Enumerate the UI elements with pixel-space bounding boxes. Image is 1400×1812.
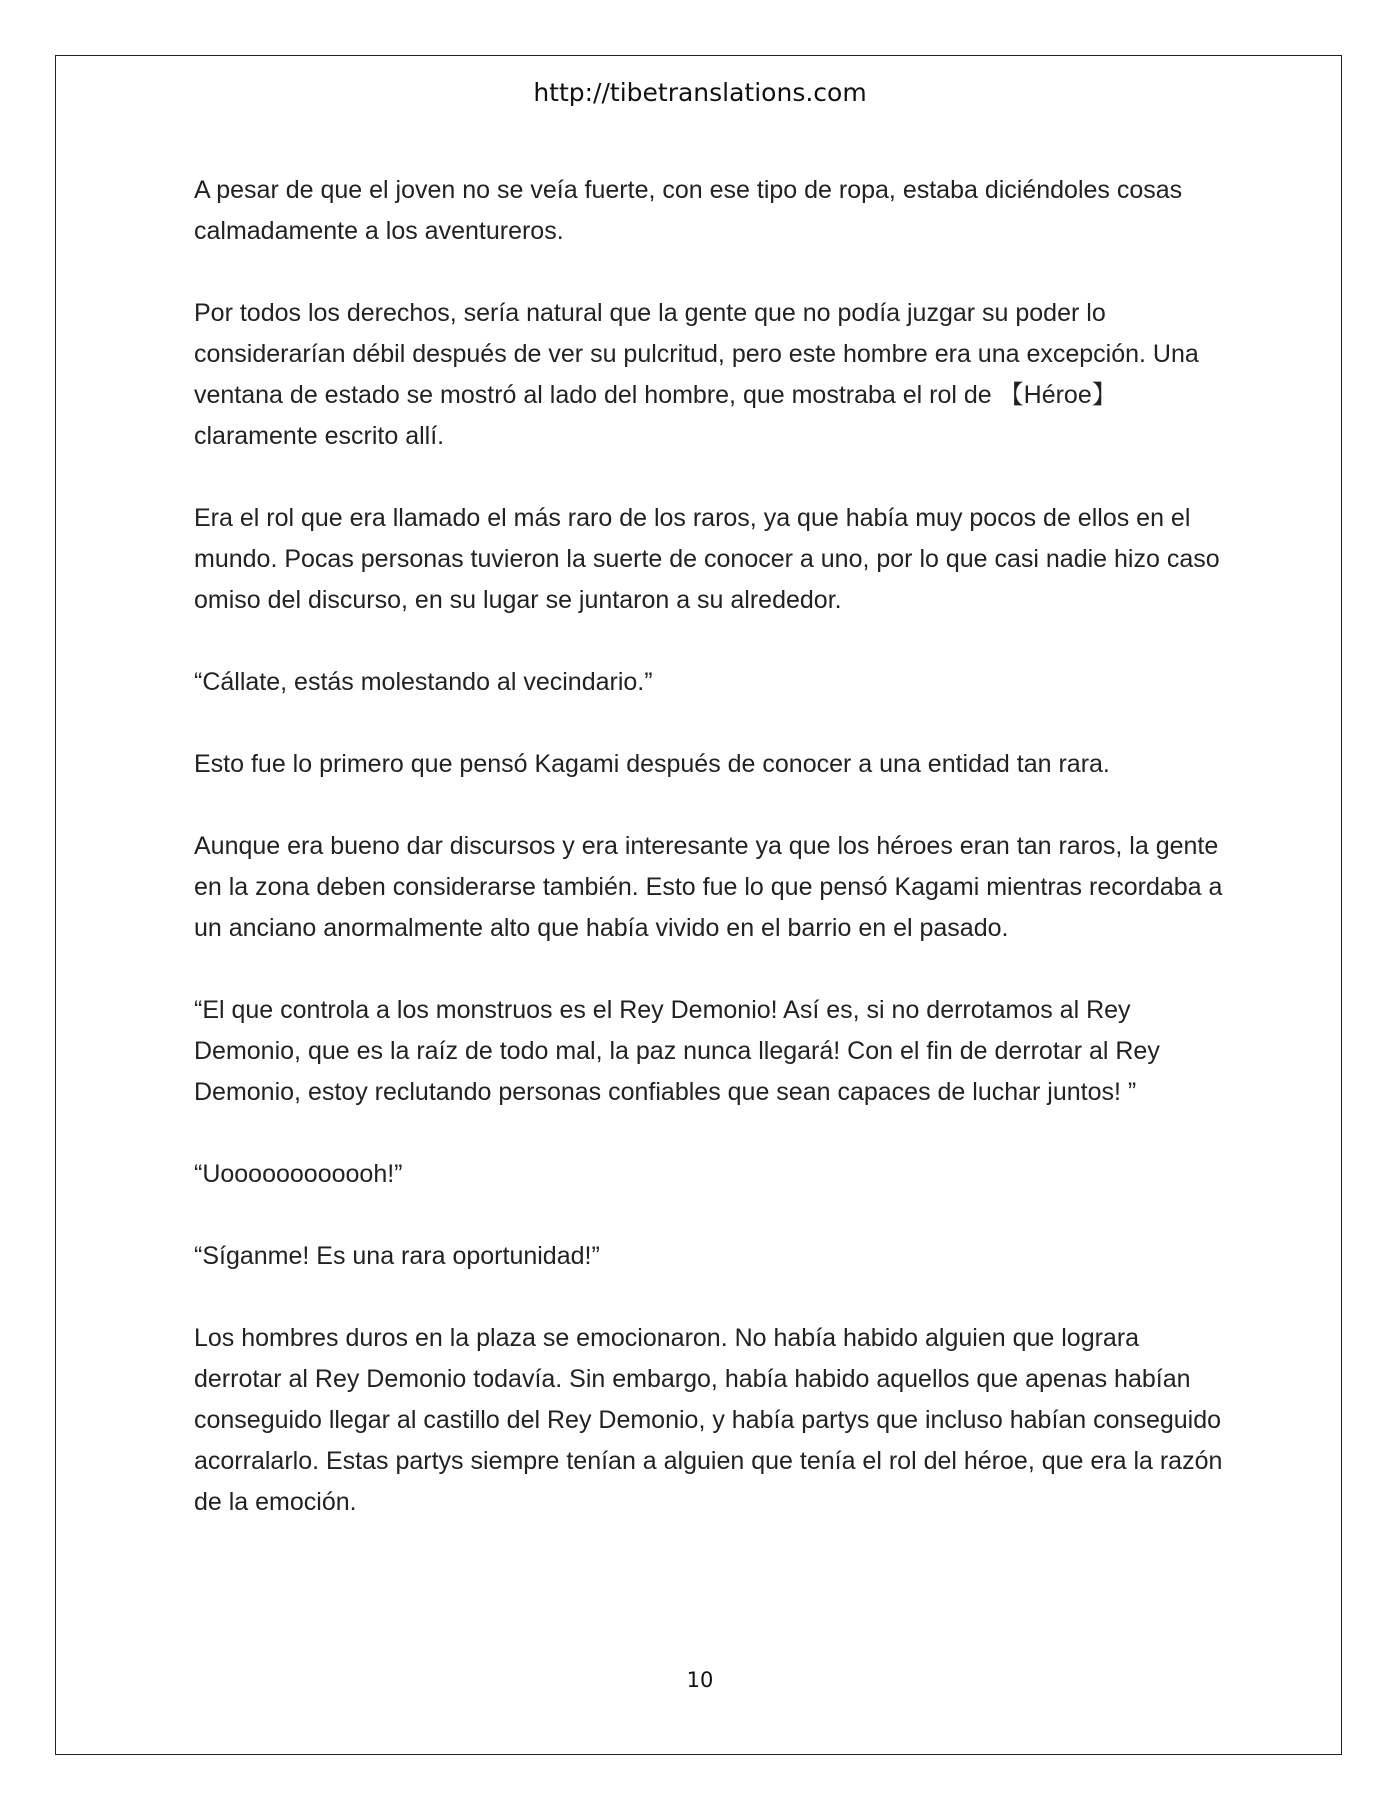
paragraph: “El que controla a los monstruos es el Rey Demonio! Así es, si no derrotamos al Rey Demonio, que es la raíz de todo mal, la paz nunca llegará! Con el fin de derrotar al Rey Demonio, estoy reclutando personas confiables que sean capaces de luchar juntos! ”: [194, 996, 1160, 1106]
paragraph: A pesar de que el joven no se veía fuerte, con ese tipo de ropa, estaba diciéndoles cosas calmadamente a los aventureros.: [194, 176, 1183, 245]
header-url: http://tibetranslations.com: [533, 78, 867, 107]
paragraph: Esto fue lo primero que pensó Kagami después de conocer a una entidad tan rara.: [194, 750, 1110, 778]
paragraph: Aunque era bueno dar discursos y era interesante ya que los héroes eran tan raros, la gente en la zona deben considerarse también. Esto fue lo que pensó Kagami mientras recordaba a un anciano anormalmente alto que había vivido en el barrio en el pasado.: [194, 832, 1223, 942]
paragraph: Los hombres duros en la plaza se emocionaron. No había habido alguien que lograra derrotar al Rey Demonio todavía. Sin embargo, había habido aquellos que apenas habían conseguido llegar al castillo del Rey Demonio, y había partys que incluso habían conseguido acorralarlo. Estas partys siempre tenían a alguien que tenía el rol del héroe, que era la razón de la emoción.: [194, 1324, 1223, 1516]
paragraph: Por todos los derechos, sería natural que la gente que no podía juzgar su poder lo considerarían débil después de ver su pulcritud, pero este hombre era una excepción. Una ventana de estado se mostró al lado del hombre, que mostraba el rol de 【Héroe】 claramente escrito allí.: [194, 299, 1199, 450]
document-body: [194, 170, 1224, 1564]
paragraph: “Uoooooooooooh!”: [194, 1160, 403, 1188]
paragraph: Era el rol que era llamado el más raro de los raros, ya que había muy pocos de ellos en el mundo. Pocas personas tuvieron la suerte de conocer a uno, por lo que casi nadie hizo caso omiso del discurso, en su lugar se juntaron a su alrededor.: [194, 504, 1220, 614]
paragraph: “Síganme! Es una rara oportunidad!”: [194, 1242, 600, 1270]
page-number: 10: [686, 1668, 714, 1692]
paragraph: “Cállate, estás molestando al vecindario.”: [194, 668, 653, 696]
